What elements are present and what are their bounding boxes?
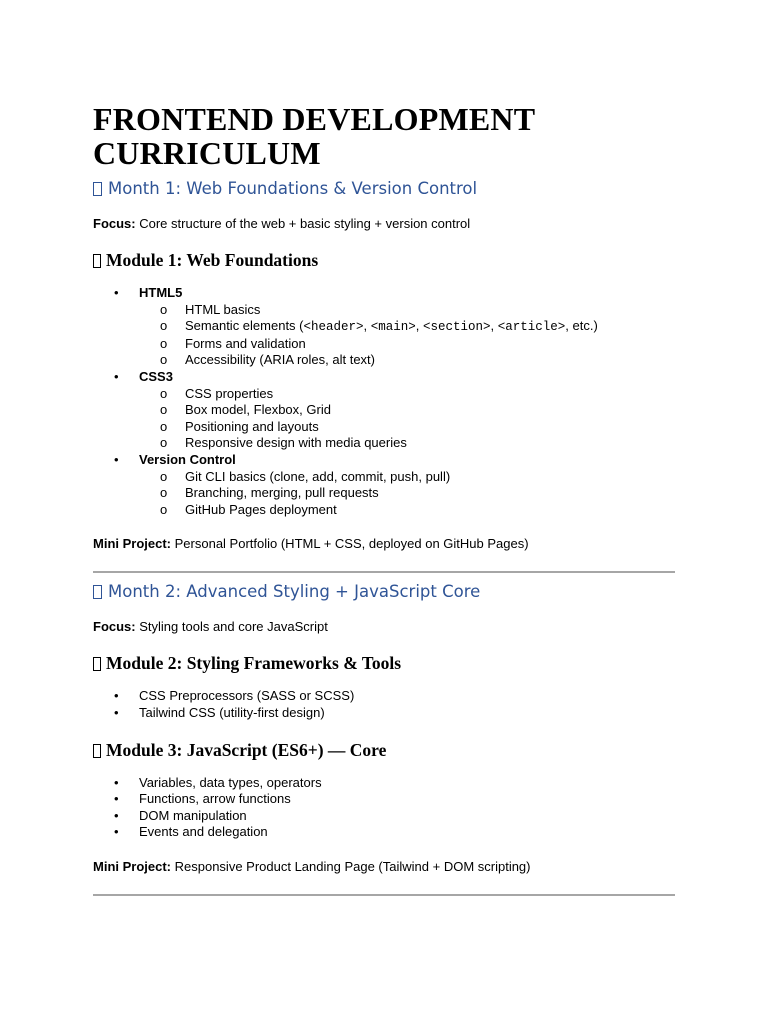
list-item: o Box model, Flexbox, Grid [139,402,675,419]
list-item: o Forms and validation [139,336,675,353]
module-1-heading-text: Module 1: Web Foundations [106,250,319,270]
tag-code: <section> [423,320,491,335]
list-item: • Events and delegation [93,824,675,841]
month-1-heading [93,178,675,200]
module-1-heading [93,249,675,271]
missing-glyph-icon [93,254,101,268]
tag-code: <header> [303,320,364,335]
module-3-list [93,775,675,841]
semantic-prefix: Semantic elements ( [185,318,304,334]
month-2-heading [93,581,675,603]
list-item [93,369,675,452]
list-item [93,285,675,369]
month-1-mini-project [93,535,675,552]
month-1-focus [93,215,675,232]
list-item: o CSS properties [139,386,675,403]
module-2-list [93,688,675,721]
list-item: o Positioning and layouts [139,419,675,436]
focus-text: Styling tools and core JavaScript [135,619,328,635]
semantic-suffix: , etc.) [565,318,598,334]
tag-separator: , [363,318,371,334]
focus-label: Focus: [93,619,136,635]
list-item: o GitHub Pages deployment [139,502,675,519]
list-item-label: Version Control [139,451,236,467]
list-item: o HTML basics [139,302,675,319]
tag-code: <article> [497,320,566,335]
module-3-heading [93,739,675,761]
tag-separator: , [490,318,498,334]
list-item [93,452,675,518]
list-item: o Responsive design with media queries [139,435,675,452]
missing-glyph-icon [93,585,102,599]
list-item: • Tailwind CSS (utility-first design) [93,705,675,722]
list-item: • CSS Preprocessors (SASS or SCSS) [93,688,675,705]
semantic-elements-item [139,318,675,336]
html5-sublist [139,302,675,369]
list-item: • DOM manipulation [93,808,675,825]
module-2-heading-text: Module 2: Styling Frameworks & Tools [106,653,402,674]
list-item: o Git CLI basics (clone, add, commit, push, pull) [139,469,675,486]
tag-code: <main> [370,320,416,335]
tag-separator: , [415,318,423,334]
module-2-heading [93,652,675,674]
month-2-mini-project [93,858,675,875]
mini-project-text: Personal Portfolio (HTML + CSS, deployed on GitHub Pages) [171,536,529,552]
focus-text: Core structure of the web + basic styling + version control [135,216,471,231]
list-item: o Branching, merging, pull requests [139,485,675,502]
css3-sublist [139,386,675,452]
mini-project-label: Mini Project: [93,536,172,552]
mini-project-text: Responsive Product Landing Page (Tailwind + DOM scripting) [171,858,531,874]
missing-glyph-icon [93,744,101,758]
version-control-sublist [139,469,675,519]
month-1-heading-text: Month 1: Web Foundations & Version Control [108,179,478,198]
document-title: FRONTEND DEVELOPMENT CURRICULUM [93,101,535,171]
mini-project-label: Mini Project: [93,858,172,874]
list-item-label: CSS3 [139,368,173,384]
missing-glyph-icon [93,657,101,671]
missing-glyph-icon [93,182,102,196]
section-divider [93,571,675,573]
list-item: • Variables, data types, operators [93,775,675,792]
section-divider [93,894,675,896]
month-2-heading-text: Month 2: Advanced Styling + JavaScript Core [108,582,481,602]
list-item: o Accessibility (ARIA roles, alt text) [139,352,675,369]
list-item-label: HTML5 [139,285,183,300]
module-1-list [93,285,675,518]
focus-label: Focus: [93,216,136,231]
list-item: • Functions, arrow functions [93,791,675,808]
module-3-heading-text: Module 3: JavaScript (ES6+) — Core [106,739,387,760]
month-2-focus [93,618,675,635]
